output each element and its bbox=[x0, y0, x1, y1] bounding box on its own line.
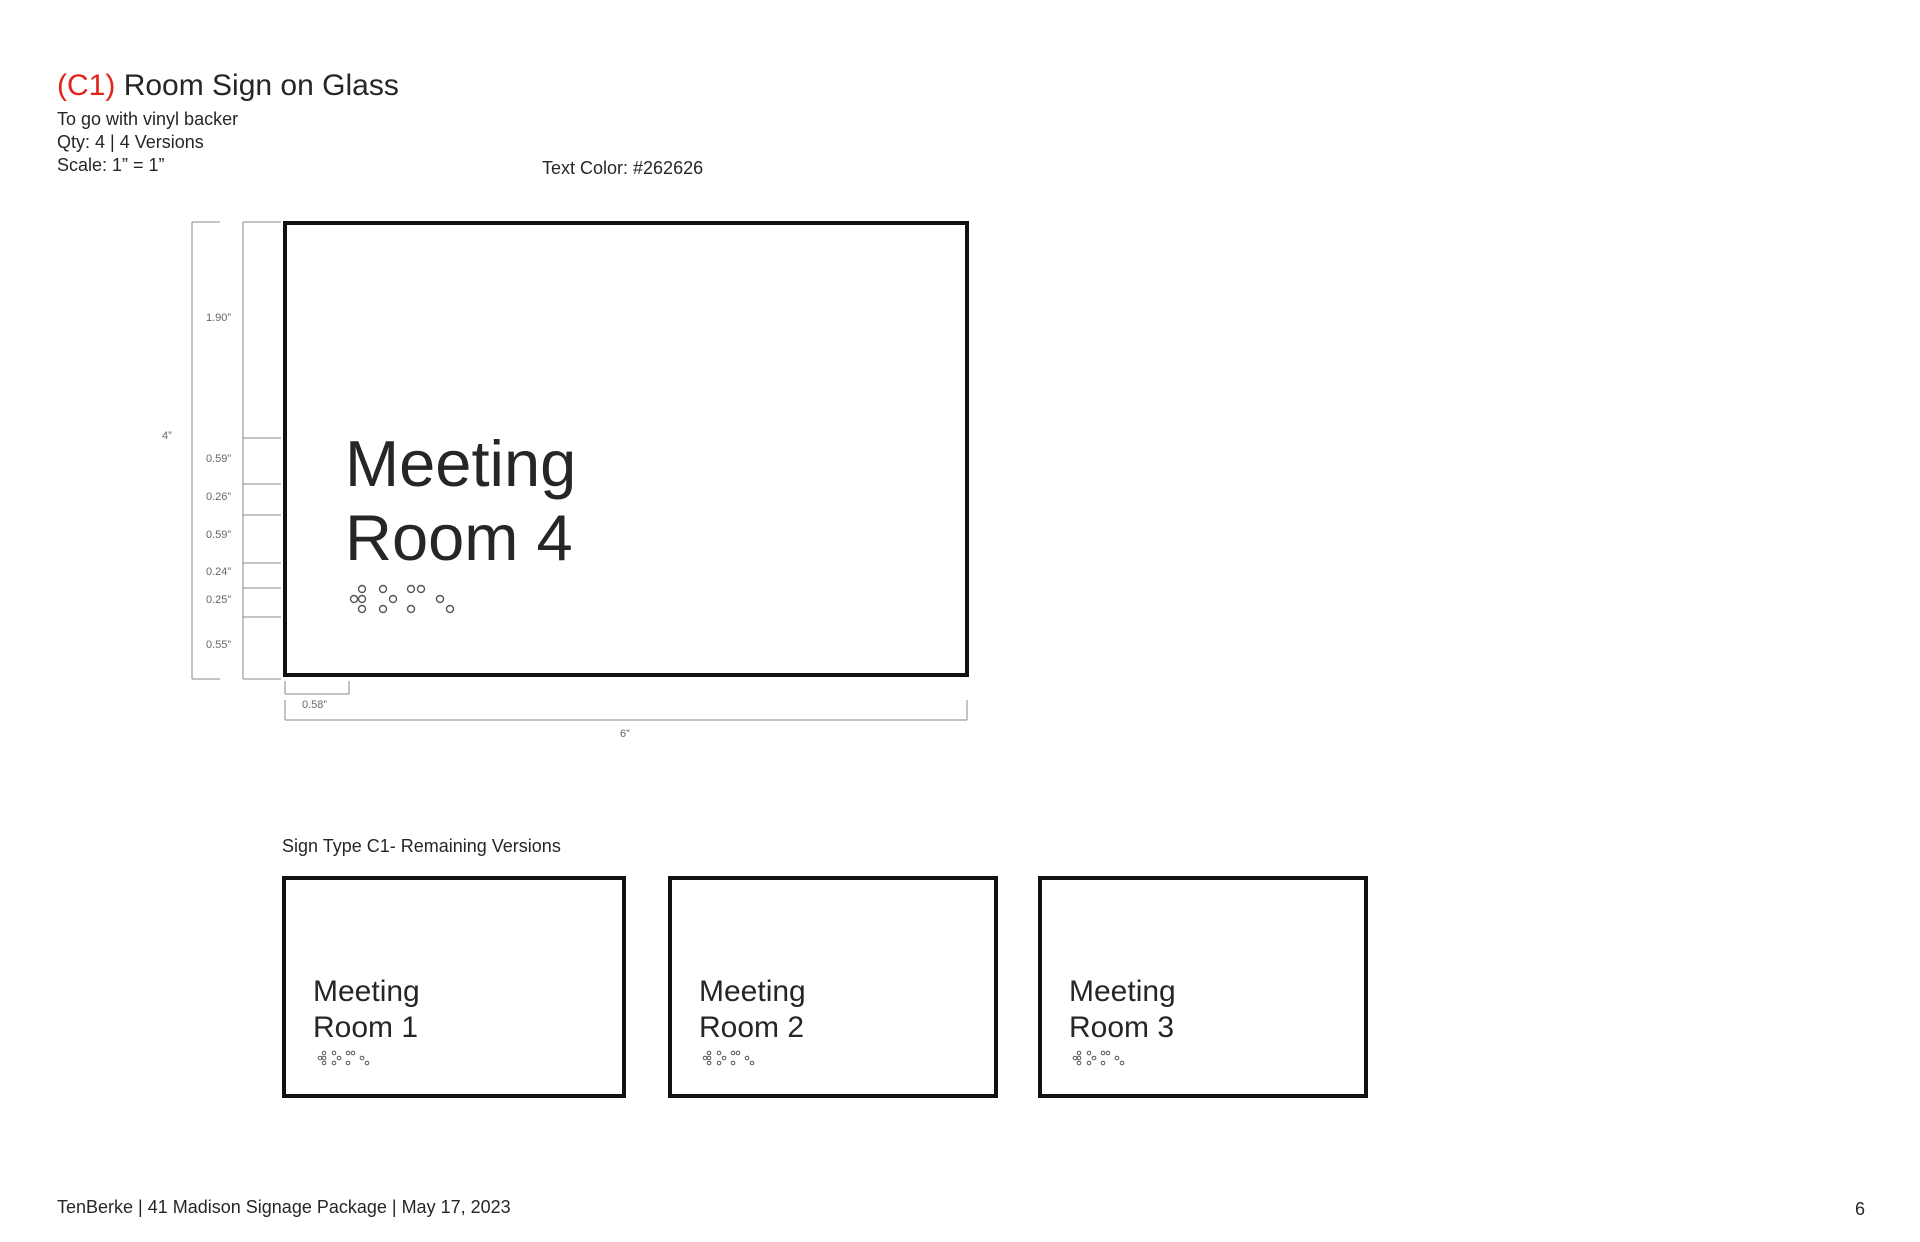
scale-note: Scale: 1” = 1” bbox=[57, 155, 165, 175]
braille-icon bbox=[701, 1050, 757, 1068]
dim-braille-gap: 0.24” bbox=[206, 566, 232, 578]
page-number: 6 bbox=[1855, 1199, 1866, 1219]
sign-version-line1: Meeting bbox=[1069, 975, 1176, 1008]
remaining-versions-caption: Sign Type C1- Remaining Versions bbox=[282, 836, 561, 856]
dim-line-gap: 0.26” bbox=[206, 491, 232, 503]
sign-version-line2: Room 3 bbox=[1069, 1011, 1175, 1044]
quantity-note: Qty: 4 | 4 Versions bbox=[57, 132, 204, 152]
dim-bottom-gap: 0.55” bbox=[206, 639, 232, 651]
dim-text-line1: 0.59” bbox=[206, 453, 232, 465]
dim-overall-width: 6” bbox=[620, 728, 630, 740]
subtitle: To go with vinyl backer bbox=[57, 109, 239, 129]
dim-top-gap: 1.90” bbox=[206, 312, 232, 324]
main-sign-line1: Meeting bbox=[345, 427, 577, 500]
braille-icon bbox=[346, 584, 466, 620]
braille-icon bbox=[316, 1050, 372, 1068]
sign-version-text-3 bbox=[1069, 974, 1176, 1046]
text-color-note: Text Color: #262626 bbox=[542, 158, 704, 178]
sign-version-line1: Meeting bbox=[699, 975, 806, 1008]
sign-version-line2: Room 2 bbox=[699, 1011, 805, 1044]
dim-braille-height: 0.25” bbox=[206, 594, 232, 606]
sign-type-code: (C1) bbox=[57, 69, 116, 102]
braille-icon bbox=[1071, 1050, 1127, 1068]
dim-text-line2: 0.59” bbox=[206, 529, 232, 541]
dim-overall-height: 4” bbox=[162, 430, 172, 442]
sign-type-title: Room Sign on Glass bbox=[123, 69, 399, 102]
footer-text: TenBerke | 41 Madison Signage Package | May 17, 2023 bbox=[57, 1197, 511, 1217]
sign-version-line2: Room 1 bbox=[313, 1011, 419, 1044]
sign-version-text-1 bbox=[313, 974, 420, 1046]
main-sign-text bbox=[345, 427, 576, 575]
dim-left-margin: 0.58” bbox=[302, 699, 328, 711]
main-sign-line2: Room 4 bbox=[345, 501, 573, 574]
sign-version-text-2 bbox=[699, 974, 806, 1046]
sign-version-line1: Meeting bbox=[313, 975, 420, 1008]
